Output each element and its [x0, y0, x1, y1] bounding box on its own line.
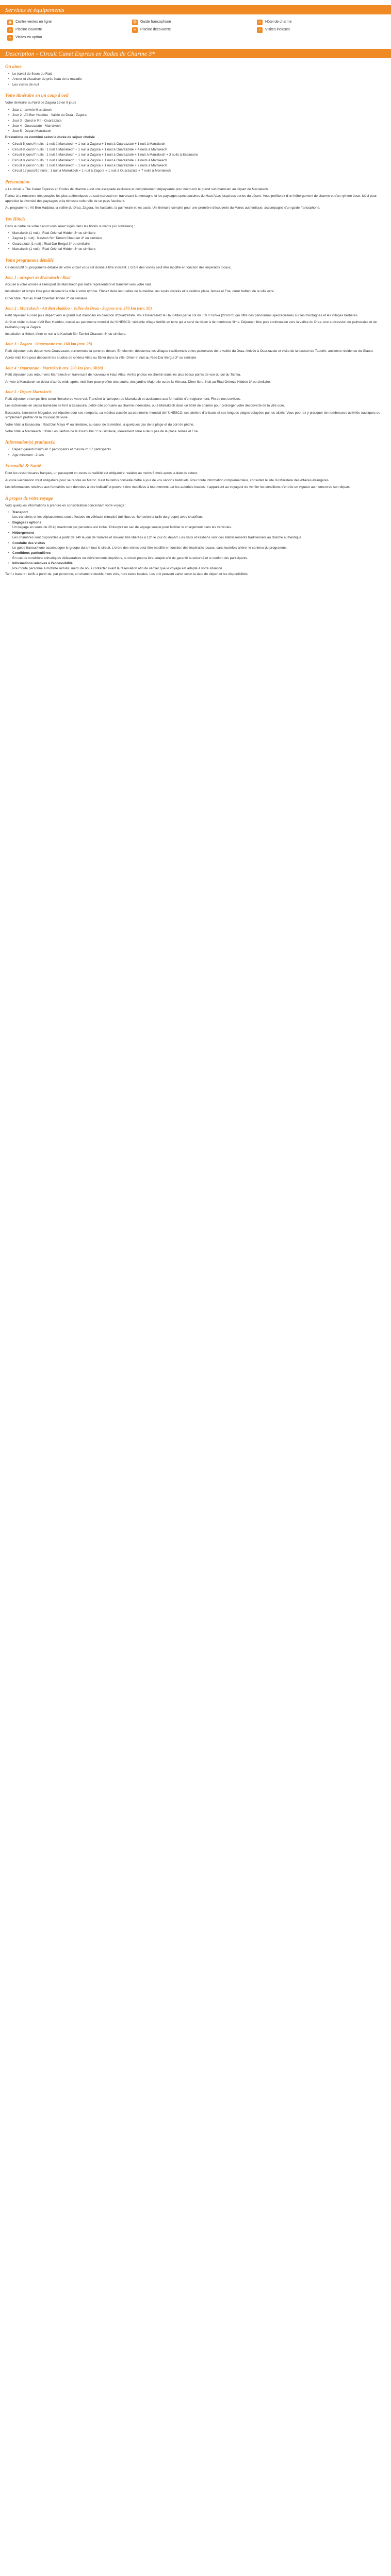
extension-paragraph: Votre hôtel à Marrakech : Hôtel Les Jardins de la Koutoubia 5* ou similaire, idéalement situé à deux pas de la place Jemaa el Fna.: [5, 429, 199, 433]
formalities-paragraphs: [5, 471, 386, 489]
service-label: Visites en option: [15, 36, 42, 40]
hotel-item: • Ouarzazate (1 nuit) : Riad Dar Bergui 3* ou similaire: [12, 242, 386, 246]
pool-icon: ≈: [7, 27, 13, 33]
presentation-heading: Présentation: [5, 179, 30, 184]
day-paragraph: Arrêt et visite du ksar d'Aït Ben Haddou, classé au patrimoine mondial de l'UNESCO, véritable village fortifié en terre qui a servi de décor à de nombreux films. Déjeuner libre puis continuation vers la vallée du Draa, une succession de palmeraies et de kasbahs jusqu'à Zagora.: [5, 320, 377, 329]
day-heading: Jour 1 : aéroport de Marrakech / Riad: [5, 275, 71, 280]
formalities-paragraph: Aucune vaccination n'est obligatoire pour se rendre au Maroc. Il est toutefois conseillé d'être à jour de vos vaccins habituels. Pour toute information complémentaire, consultez le site du Ministère des Affaires étrangères.: [5, 478, 330, 482]
services-panel: [0, 19, 391, 44]
hotel-item: • Marrakech (1 nuit) : Riad Oriental Hidden 3* ou similaire: [12, 231, 386, 235]
extension-paragraph: Essaouira, l'ancienne Mogador, est réputée pour ses remparts, sa médina classée au patrimoine mondial de l'UNESCO, ses ateliers d'artisans et ses longues plages balayées par les alizés. Vous pourrez y pratiquer de nombreuses activités nautiques ou simplement profiter de la douceur de vivre.: [5, 411, 381, 420]
practical-info-item: • Départ garanti minimum 2 participants et maximum 17 participants: [12, 447, 386, 452]
hotel-icon: ⌂: [257, 20, 263, 25]
about-trip-item-title: • Hébergement: [12, 531, 34, 535]
prestation-item: • Circuit 5 jours/4 nuits : 1 nuit à Marrakech + 1 nuit à Zagora + 1 nuit à Ouarzazate + 1 nuit à Marrakech: [12, 142, 386, 146]
formalities-paragraph: Les informations relatives aux formalités sont données à titre indicatif et peuvent être modifiées à tout moment par les autorités locales. Il appartient au voyageur de vérifier les conditions d'entrée en vigueur au moment de son départ.: [5, 485, 350, 489]
service-label: Visites incluses: [265, 28, 290, 32]
extension-paragraph: Les extensions en séjour balnéaire se font à Essaouira, petite cité portuaire au charme indéniable, ou à Marrakech dans un hôtel de charme pour prolonger votre découverte de la ville ocre.: [5, 404, 285, 408]
hotels-intro: Dans le cadre de votre circuit vous serez logés dans les hôtels suivants (ou similaires) :: [5, 224, 135, 228]
about-trip-item-title: • Informations relatives à l'accessibilité: [12, 562, 73, 566]
prestation-item: • Circuit 8 jours/7 nuits : 1 nuit à Marrakech + 1 nuit à Zagora + 1 nuit à Ouarzazate + 4 nuits à Marrakech: [12, 158, 386, 163]
service-label: Centre ventes en ligne: [15, 20, 52, 24]
hotels-list: [5, 231, 386, 252]
day-heading: Jour 5 : Départ Marrakech: [5, 389, 52, 395]
page: [0, 0, 391, 579]
closing-note: Tarif « base » : tarifs à partir de, par personne, en chambre double, hors vols, hors taxes locales. Les prix peuvent varier selon la date de départ et les disponibilités.: [5, 572, 249, 577]
presentation-paragraph-2: Partez à la rencontre des peuples les plus authentiques du sud marocain en traversant la montagne et les paysages spectaculaires du Haut Atlas jusqu'aux portes du désert. Vous profiterez d'un hébergement de charme et d'un rythme doux, idéal pour apprécier la diversité des paysages et la richesse culturelle de ce pays fascinant.: [5, 194, 377, 203]
itinerary-heading: Votre itinéraire en un coup d'oeil: [5, 93, 69, 98]
services-title: Services et équipements: [0, 5, 391, 14]
program-heading: Votre programme détaillé: [5, 257, 54, 263]
ticket-icon: ✓: [257, 27, 263, 33]
day-paragraph: Petit déjeuner puis retour vers Marrakech en traversant de nouveau le Haut Atlas. Arrêts photos en chemin dans les plus beaux points de vue du col du Tichka.: [5, 373, 241, 377]
prestations-heading: Prestations de combiné selon la durée de séjour choisie: [5, 135, 95, 139]
about-trip-item: [12, 541, 386, 551]
extension-paragraphs: [5, 403, 386, 434]
guide-icon: ☺: [133, 20, 137, 25]
prestation-item: • Circuit 8 jours/7 nuits : 1 nuit à Marrakech + 1 nuit à Zagora + 1 nuit à Ouarzazate + 4 nuits à Marrakech: [12, 147, 386, 152]
itinerary-item: • Jour 2 : Aït Ben Haddou - Vallée du Draa - Zagora: [12, 113, 386, 117]
about-trip-item: [12, 531, 386, 540]
about-trip-item-title: • Conditions particulières: [12, 551, 51, 555]
hotels-heading: Vos Hôtels: [5, 216, 26, 222]
service-item: [132, 27, 246, 33]
presentation-paragraph-1: « Le circuit « The Canet Express en Rodes de charme » est une escapade exclusive et complètement dépaysante pour découvrir le grand sud marocain au départ de Marrakech.: [5, 187, 269, 191]
description-content: [0, 63, 391, 577]
service-item: [7, 35, 121, 41]
about-trip-item-text: En cas de conditions climatiques défavorables ou d'événements imprévus, le circuit pourra être adapté afin de garantir la sécurité et le confort des participants.: [12, 556, 248, 560]
about-trip-intro: Voici quelques informations à prendre en considération concernant votre voyage :: [5, 503, 126, 507]
aime-item: • Ancrer et visualiser de près l'eau de la maladie: [12, 77, 386, 81]
prestation-item: • Circuit 12 jours/10 nuits : 1 nuit à Marrakech + 1 nuit à Zagora + 1 nuit à Ouarzazate + 7 nuits à Marrakech: [12, 168, 386, 173]
program-days: [5, 275, 386, 401]
day-paragraph: Petit déjeuner et temps libre selon l'horaire de votre vol. Transfert à l'aéroport de Marrakech et assistance aux formalités d'enregistrement. Fin de nos services.: [5, 397, 241, 401]
day-heading: Jour 4 : Ouarzazate - Marrakech env. 200 km (env. 3h30): [5, 365, 103, 370]
program-intro: Ce descriptif du programme détaillé de votre circuit vous est donné à titre indicatif. L'ordre des visites peut être modifié en fonction des impératifs locaux.: [5, 265, 232, 269]
prestation-item: • Circuit 8 jours/7 nuits : 1 nuit à Marrakech + 1 nuit à Zagora + 1 nuit à Ouarzazate + 1 nuit à Marrakech + 3 nuits à Essaouira: [12, 152, 386, 157]
about-trip-item-title: • Bagages / options: [12, 520, 41, 524]
about-trip-item: [12, 551, 386, 561]
day-paragraph: Après-midi libre pour découvrir les studios de cinéma Atlas ou flâner dans la ville. Dîner et nuit au Riad Dar Bergui 3* ou similaire.: [5, 356, 198, 360]
aime-item: • Les visites de nuit: [12, 82, 386, 87]
day-paragraph: Arrivée à Marrakech en début d'après-midi, après-midi libre pour profiter des souks, des jardins Majorelle ou de la Ménara. Dîner libre. Nuit au Riad Oriental Hidden 3* ou similaire.: [5, 380, 271, 384]
practical-info-list: [5, 447, 386, 457]
aime-heading: On aime: [5, 64, 22, 69]
itinerary-list: [5, 108, 386, 134]
day-heading: Jour 3 : Zagora - Ouarzazate env. 160 km (env. 2h): [5, 342, 92, 347]
presentation-paragraph-3: Au programme : Aït Ben Haddou, la vallée du Draa, Zagora, les kasbahs, la palmeraie et les oasis. Un itinéraire complet pour une première découverte du Maroc authentique, accompagné d'un guide francophone.: [5, 206, 320, 210]
option-icon: +: [7, 35, 13, 41]
about-trip-list: [5, 510, 386, 571]
day-paragraph: Petit déjeuner puis départ vers Ouarzazate, surnommée la porte du désert. En chemin, découvrez les villages traditionnels et les palmeraies de la vallée du Draa. Arrivée à Ouarzazate et visite de la kasbah de Taourirt, ancienne résidence du Glaoui.: [5, 349, 373, 353]
prestations-list: [5, 142, 386, 174]
service-item: [257, 20, 370, 25]
day-paragraph: Petit déjeuner au riad puis départ vers le grand sud marocain en direction d'Ouarzazate. Vous traverserez le Haut Atlas par le col du Tizi n'Tichka (2260 m) qui offre des panoramas spectaculaires sur les montagnes et les villages berbères.: [5, 313, 359, 317]
about-trip-item-title: • Transport: [12, 511, 28, 515]
about-trip-item-title: • Conduite des visites: [12, 541, 45, 545]
about-trip-item: [12, 510, 386, 520]
description-title: Description - Circuit Canet Express en Rodes de Charme 3*: [0, 49, 391, 58]
service-item: [257, 27, 370, 33]
day-paragraph: Installation à l'hôtel, dîner et nuit à la Kasbah Sirr Tamkrt Chaouen 4* ou similaire.: [5, 332, 126, 336]
aime-item: • Le travail de fleurs du Raid: [12, 72, 386, 76]
service-item: [7, 27, 121, 33]
about-trip-item: [12, 561, 386, 571]
service-label: Piscine couverte: [15, 28, 42, 32]
service-label: Guide francophone: [140, 20, 171, 24]
service-item: [132, 20, 246, 25]
itinerary-item: • Jour 5 : Départ Marrakech: [12, 129, 386, 133]
extension-paragraph: Votre hôtel à Essaouira : Riad Dar Maya 4* ou similaire, au cœur de la médina, à quelques pas de la plage et du port de pêche.: [5, 422, 194, 427]
about-trip-item: [12, 520, 386, 530]
about-trip-item-text: Un bagage en soute de 20 kg maximum par personne est inclus. Prévoyez un sac de voyage souple pour faciliter le chargement dans les véhicules.: [12, 526, 232, 530]
computer-icon: ▣: [7, 20, 13, 25]
hotel-item: • Marrakech (1 nuit) : Riad Oriental Hidden 3* ou similaire: [12, 247, 386, 251]
day-paragraph: Accueil à votre arrivée à l'aéroport de Marrakech par notre représentant et transfert vers votre riad.: [5, 282, 152, 286]
about-trip-item-text: Pour toute personne à mobilité réduite, merci de nous contacter avant la réservation afin de vérifier que le voyage est adapté à votre situation.: [12, 566, 223, 570]
service-item: [7, 20, 121, 25]
formalities-paragraph: Pour les ressortissants français, un passeport en cours de validité est obligatoire, valable au moins 6 mois après la date de retour.: [5, 471, 198, 476]
itinerary-item: • Jour 3 : Oued el Rif - Ouarzazate: [12, 118, 386, 123]
service-label: Piscine découverte: [140, 28, 171, 32]
pool-outdoor-icon: ☀: [132, 27, 138, 33]
itinerary-item: • Jour 4 : Ouarzazate - Marrakech: [12, 124, 386, 128]
hotel-item: • Zagora (1 nuit) : Kasbah Sirr Tamkrt Chaouen 4* ou similaire: [12, 236, 386, 241]
itinerary-item: • Jour 1 : arrivée Marrakech: [12, 108, 386, 112]
day-paragraph: Installation et temps libre pour découvrir la ville à votre rythme. Flânez dans les ruelles de la médina, les souks colorés et la célèbre place Jemaa el Fna, cœur battant de la ville ocre.: [5, 290, 275, 294]
day-heading: Jour 2 : Marrakech - Aït Ben Haddou - Vallée du Draa - Zagora env. 370 km (env. 5h): [5, 306, 152, 311]
day-paragraph: Dîner libre. Nuit au Riad Oriental Hidden 3* ou similaire.: [5, 296, 88, 300]
prestation-item: • Circuit 8 jours/7 nuits : 1 nuit à Marrakech + 1 nuit à Zagora + 1 nuit à Ouarzazate + 7 nuits à Marrakech: [12, 163, 386, 168]
itinerary-intro: Votre itinéraire au Nord de Zagora 13 en 9 jours: [5, 101, 76, 105]
formalities-heading: Formalité & Santé: [5, 463, 41, 469]
aime-list: [5, 72, 386, 87]
about-trip-item-text: Le guide francophone accompagne le groupe durant tout le circuit. L'ordre des visites peut être modifié en fonction des impératifs locaux, sans toutefois altérer le contenu du programme.: [12, 546, 288, 550]
about-trip-item-text: Les transferts et les déplacements sont effectués en véhicule climatisé (minibus ou 4x4 selon la taille du groupe) avec chauffeur.: [12, 515, 203, 519]
about-trip-item-text: Les chambres sont disponibles à partir de 14h le jour de l'arrivée et doivent être libérées à 12h le jour du départ. Les riads et kasbahs sont des établissements traditionnels au charme authentique.: [12, 536, 303, 540]
practical-info-heading: Information(s) pratique(s): [5, 439, 56, 445]
practical-info-item: • Age minimum : 2 ans: [12, 453, 386, 457]
service-label: Hôtel de charme: [265, 20, 292, 24]
services-grid: [7, 20, 384, 41]
about-trip-heading: À propos de votre voyage: [5, 495, 53, 501]
